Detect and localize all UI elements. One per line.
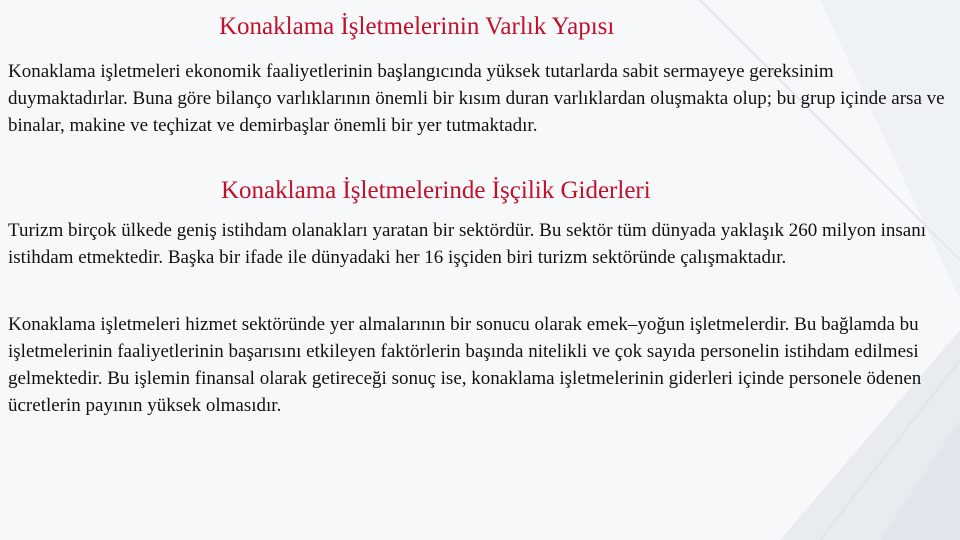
section-heading-asset-structure: Konaklama İşletmelerinin Varlık Yapısı <box>219 13 615 40</box>
paragraph-employment: Turizm birçok ülkede geniş istihdam olanakları yaratan bir sektördür. Bu sektör tüm dünyada yaklaşık 260 milyon insanı istihdam etmektedir. Başka bir ifade ile dünyadaki her 16 işçiden biri turizm sektöründe çalışmaktadır. <box>8 220 926 268</box>
paragraph-labor-intensive: Konaklama işletmeleri hizmet sektöründe yer almalarının bir sonucu olarak emek–yoğun işletmelerdir. Bu bağlamda bu işletmelerinin faaliyetlerinin başarısını etkileyen faktörlerin başında nitelikli ve çok sayıda personelin istihdam edilmesi gelmektedir. Bu işlemin finansal olarak getireceği sonuç ise, konaklama işletmelerinin giderleri içinde personele ödenen ücretlerin payının yüksek olmasıdır. <box>8 314 922 416</box>
section-heading-labor-costs: Konaklama İşletmelerinde İşçilik Giderleri <box>221 177 651 204</box>
paragraph-asset-structure: Konaklama işletmeleri ekonomik faaliyetlerinin başlangıcında yüksek tutarlarda sabit sermayeye gereksinim duymaktadırlar. Buna göre bilanço varlıklarının önemli bir kısım duran varlıklardan oluşmakta olup; bu grup içinde arsa ve binalar, makine ve teçhizat ve demirbaşlar önemli bir yer tutmaktadır. <box>8 61 945 136</box>
